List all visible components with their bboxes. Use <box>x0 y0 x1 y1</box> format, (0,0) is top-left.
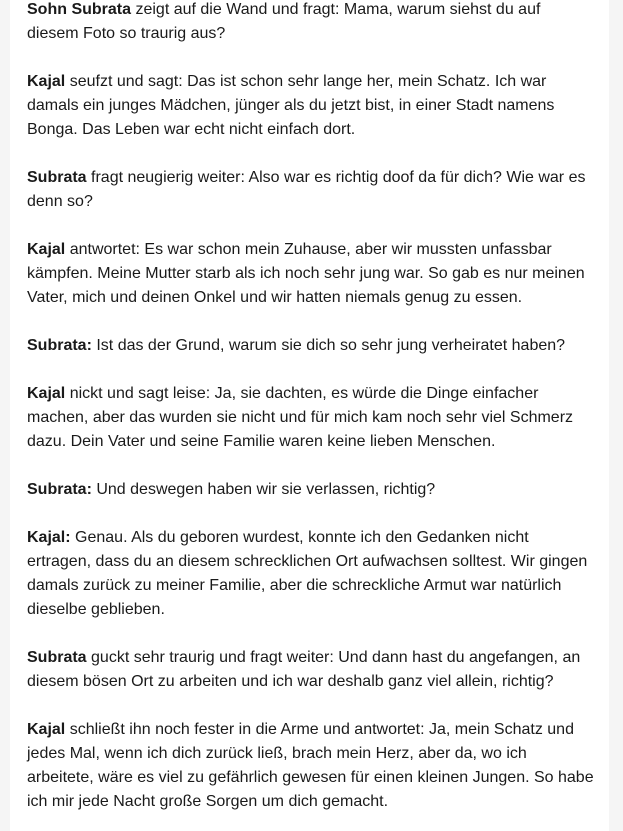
dialogue-paragraph <box>27 334 595 358</box>
dialogue-text: Und deswegen haben wir sie verlassen, richtig? <box>91 481 436 498</box>
document-page <box>10 0 609 831</box>
dialogue-paragraph <box>27 70 595 142</box>
dialogue-paragraph <box>27 238 595 310</box>
dialogue-text: Ist das der Grund, warum sie dich so sehr jung verheiratet haben? <box>91 337 566 354</box>
speaker-name: Kajal <box>27 241 66 258</box>
dialogue-paragraph <box>27 526 595 622</box>
dialogue-paragraph <box>27 478 595 502</box>
dialogue-text: guckt sehr traurig und fragt weiter: Und dann hast du angefangen, an diesem bösen Ort zu arbeiten und ich war deshalb ganz viel allein, richtig? <box>27 649 581 690</box>
dialogue-text: fragt neugierig weiter: Also war es richtig doof da für dich? Wie war es denn so? <box>27 169 586 210</box>
dialogue-paragraph <box>27 0 595 46</box>
dialogue-text: schließt ihn noch fester in die Arme und antwortet: Ja, mein Schatz und jedes Mal, wenn ich dich zurück ließ, brach mein Herz, aber da, wo ich arbeitete, wäre es viel zu gefährlich gewesen für einen kleinen Jungen. So habe ich mir jede Nacht große Sorgen um dich gemacht. <box>27 721 594 810</box>
speaker-name: Kajal: <box>27 529 71 546</box>
dialogue-text: antwortet: Es war schon mein Zuhause, aber wir mussten unfassbar kämpfen. Meine Mutter starb als ich noch sehr jung war. So gab es nur meinen Vater, mich und deinen Onkel und wir hatten niemals genug zu essen. <box>27 241 585 306</box>
dialogue-paragraph <box>27 718 595 814</box>
dialogue-text: zeigt auf die Wand und fragt: Mama, warum siehst du auf diesem Foto so traurig aus? <box>27 1 541 42</box>
speaker-name: Kajal <box>27 721 66 738</box>
speaker-name: Kajal <box>27 385 66 402</box>
speaker-name: Subrata <box>27 649 87 666</box>
dialogue-paragraph <box>27 382 595 454</box>
dialogue-text: seufzt und sagt: Das ist schon sehr lange her, mein Schatz. Ich war damals ein junges Mädchen, jünger als du jetzt bist, in einer Stadt namens Bonga. Das Leben war echt nicht einfach dort. <box>27 73 555 138</box>
speaker-name: Subrata <box>27 169 87 186</box>
dialogue-text: nickt und sagt leise: Ja, sie dachten, es würde die Dinge einfacher machen, aber das wurden sie nicht und für mich kam noch sehr viel Schmerz dazu. Dein Vater und seine Familie waren keine lieben Menschen. <box>27 385 574 450</box>
dialogue-text: Genau. Als du geboren wurdest, konnte ich den Gedanken nicht ertragen, dass du an diesem schrecklichen Ort aufwachsen solltest. Wir gingen damals zurück zu meiner Familie, aber die schreckliche Armut war natürlich dieselbe geblieben. <box>27 529 588 618</box>
dialogue-paragraph <box>27 646 595 694</box>
speaker-name: Subrata: <box>27 481 92 498</box>
speaker-name: Sohn Subrata <box>27 1 132 18</box>
speaker-name: Subrata: <box>27 337 92 354</box>
dialogue-paragraph <box>27 166 595 214</box>
speaker-name: Kajal <box>27 73 66 90</box>
